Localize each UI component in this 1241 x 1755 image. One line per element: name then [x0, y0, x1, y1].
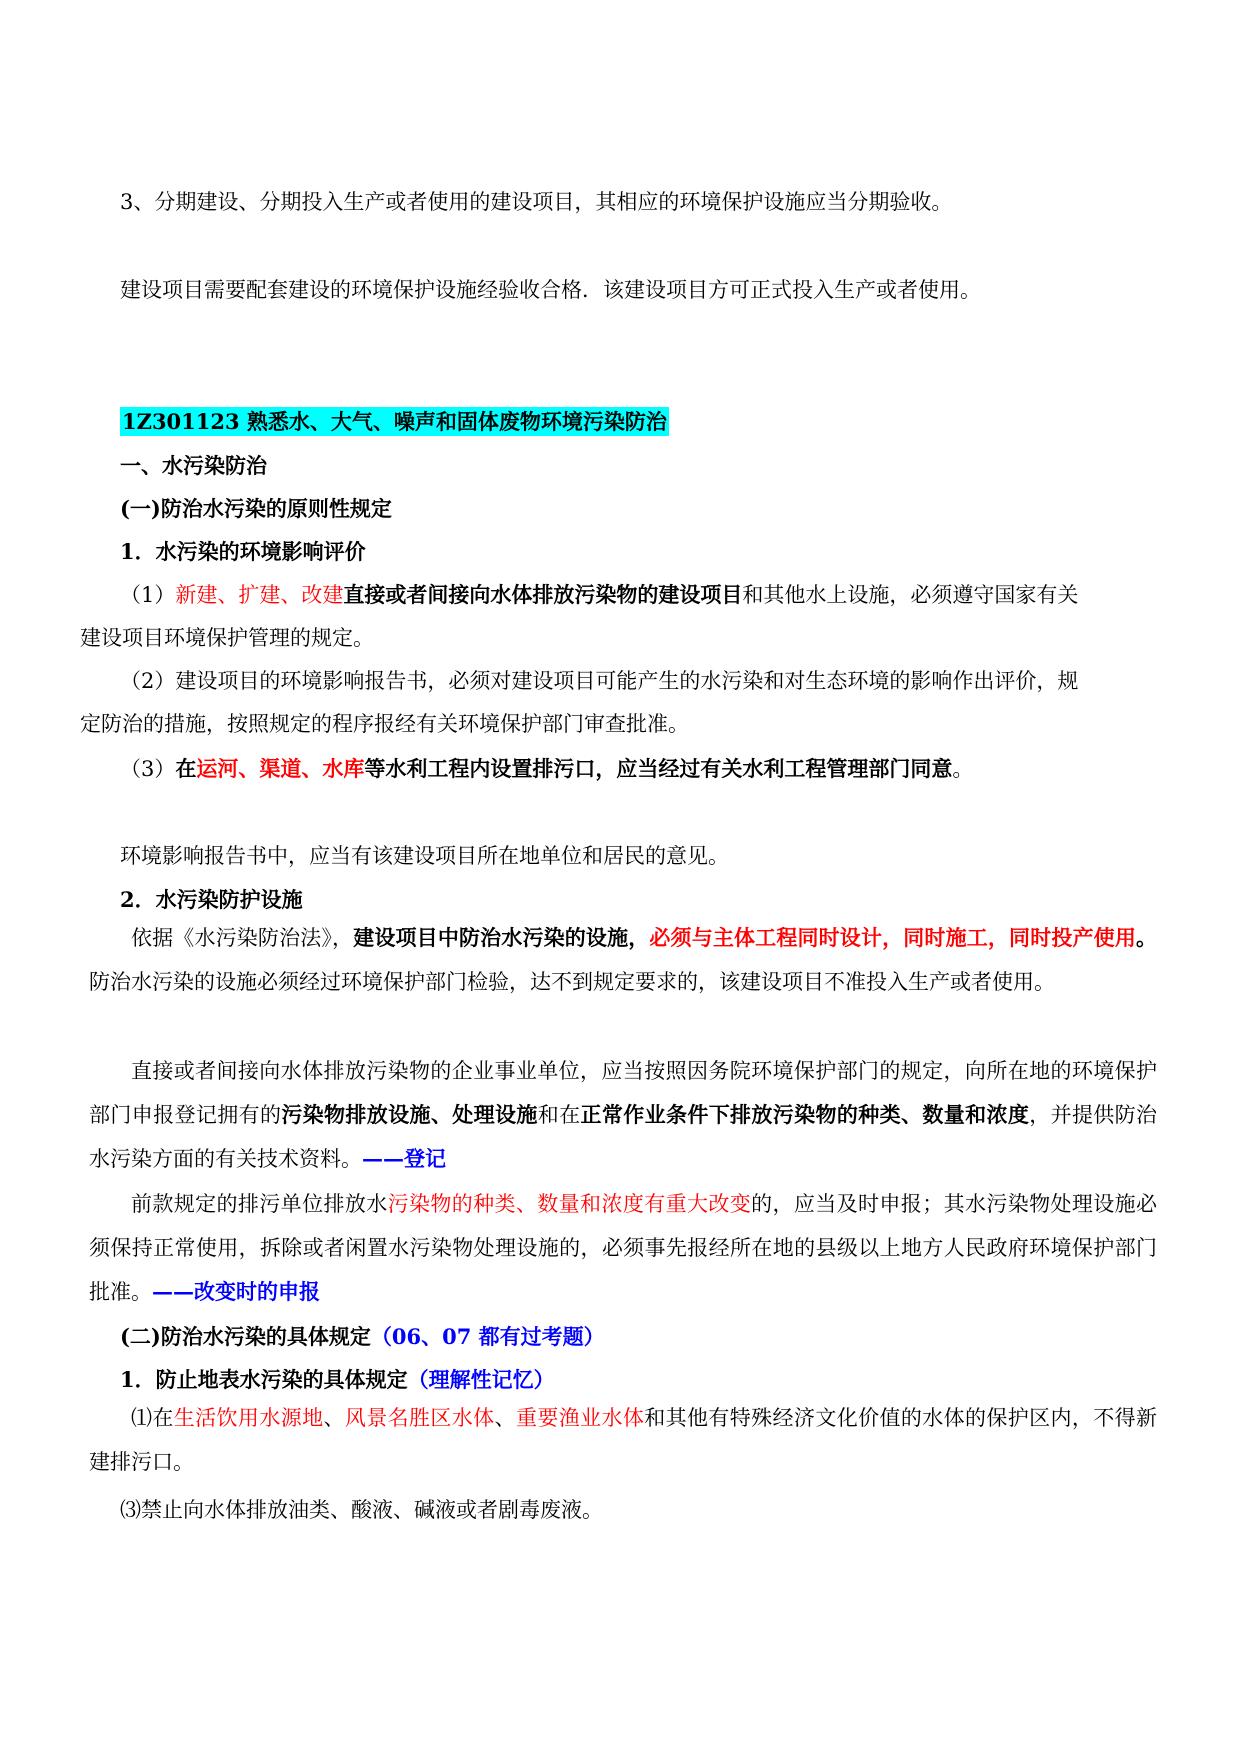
- change-a: 前款规定的排污单位排放水: [131, 1192, 388, 1216]
- heading-facilities: 2．水污染防护设施: [120, 887, 303, 912]
- surface-1-num: ⑴在: [131, 1406, 174, 1430]
- three-simult-period: 。: [1136, 925, 1157, 950]
- surface-water-title: 1．防止地表水污染的具体规定: [120, 1367, 408, 1392]
- item-3-red-text: 运河、渠道、水库: [196, 756, 365, 781]
- heading-principles: (一)防治水污染的原则性规定: [120, 496, 392, 521]
- item-1-bold-text: 直接或者间接向水体排放污染物的建设项目: [343, 582, 743, 607]
- item-3: [120, 755, 973, 785]
- item-3-number: （3）: [120, 757, 176, 781]
- item-1-line-2: 建设项目环境保护管理的规定。: [80, 626, 374, 650]
- register-e: ，并提供防治水污染方面的有关技术资料。: [89, 1103, 1158, 1171]
- specific-rules-note: （06、07 都有过考题）: [370, 1324, 605, 1349]
- change-note: ——改变时的申报: [152, 1279, 320, 1304]
- paragraph-register: [89, 1049, 1157, 1181]
- register-a: 直接或者间接向水体排放污染物的企业事业单位，应当按照因务院环境保护部门的规定，向所在地的环境保护部门申报登记拥有的: [89, 1059, 1157, 1127]
- surface-water-note: （理解性记忆）: [407, 1367, 555, 1392]
- surface-1-red-2: 风景名胜区水体: [344, 1406, 495, 1430]
- paragraph-acceptance-required: 建设项目需要配套建设的环境保护设施经验收合格．该建设项目方可正式投入生产或者使用。: [120, 278, 981, 302]
- register-bold-conditions: 正常作业条件下排放污染物的种类、数量和浓度: [580, 1102, 1030, 1127]
- heading-specific-rules: [120, 1323, 605, 1353]
- item-3-bold-a: 在: [175, 756, 197, 781]
- paragraph-change-report: [89, 1182, 1157, 1314]
- item-1-line-1: [120, 581, 1078, 611]
- surface-1-sep-2: 、: [494, 1406, 516, 1430]
- register-bold-facilities: 污染物排放设施、处理设施: [281, 1102, 538, 1127]
- heading-water-pollution: 一、水污染防治: [120, 453, 267, 478]
- three-simult-bold: 建设项目中防治水污染的设施，: [353, 925, 650, 950]
- surface-1-red-1: 生活饮用水源地: [173, 1406, 324, 1430]
- paragraph-surface-1: [89, 1396, 1157, 1484]
- surface-1-red-3: 重要渔业水体: [515, 1406, 645, 1430]
- change-red: 污染物的种类、数量和浓度有重大改变: [387, 1192, 752, 1216]
- register-note: ——登记: [362, 1146, 446, 1171]
- paragraph-eia-opinion: 环境影响报告书中，应当有该建设项目所在地单位和居民的意见。: [120, 844, 729, 868]
- surface-1-sep-1: 、: [323, 1406, 345, 1430]
- item-3-tail: 。: [952, 757, 974, 781]
- paragraph-three-simultaneities: [89, 916, 1157, 1004]
- three-simult-a: 依据《水污染防治法》，: [131, 926, 354, 950]
- change-c: 的，应当及时申报；其水污染物处理设施必须保持正常使用，拆除或者闲置水污染物处理设施的，必须事先报经所在地的县级以上地方人民政府环境保护部门批准。: [89, 1192, 1158, 1304]
- paragraph-staged-acceptance: 3、分期建设、分期投入生产或者使用的建设项目，其相应的环境保护设施应当分期验收。: [120, 190, 953, 214]
- item-3-bold-b: 等水利工程内设置排污口，应当经过有关水利工程管理部门同意: [364, 756, 953, 781]
- item-2-line-1: （2）建设项目的环境影响报告书，必须对建设项目可能产生的水污染和对生态环境的影响作出评价，规: [120, 669, 1079, 693]
- three-simult-rest: 防治水污染的设施必须经过环境保护部门检验，达不到规定要求的，该建设项目不准投入生产或者使用。: [89, 970, 1055, 994]
- surface-1-rest: 和其他有特殊经济文化价值的水体的保护区内，不得新建排污口。: [89, 1406, 1158, 1474]
- highlighted-section-title: 1Z301123 熟悉水、大气、噪声和固体废物环境污染防治: [122, 409, 667, 434]
- item-1-rest: 和其他水上设施，必须遵守国家有关: [742, 583, 1079, 607]
- specific-rules-title: (二)防治水污染的具体规定: [120, 1324, 371, 1349]
- register-c: 和在: [537, 1103, 581, 1127]
- three-simult-red: 必须与主体工程同时设计，同时施工，同时投产使用: [649, 925, 1136, 950]
- heading-eia: 1．水污染的环境影响评价: [120, 539, 366, 564]
- section-heading-code: [120, 408, 669, 438]
- item-1-number: （1）: [120, 583, 176, 607]
- paragraph-surface-3: ⑶禁止向水体排放油类、酸液、碱液或者剧毒废液。: [120, 1498, 603, 1522]
- heading-surface-water: [120, 1366, 555, 1396]
- item-1-red-text: 新建、扩建、改建: [175, 583, 344, 607]
- item-2-line-2: 定防治的措施，按照规定的程序报经有关环境保护部门审查批准。: [80, 712, 689, 736]
